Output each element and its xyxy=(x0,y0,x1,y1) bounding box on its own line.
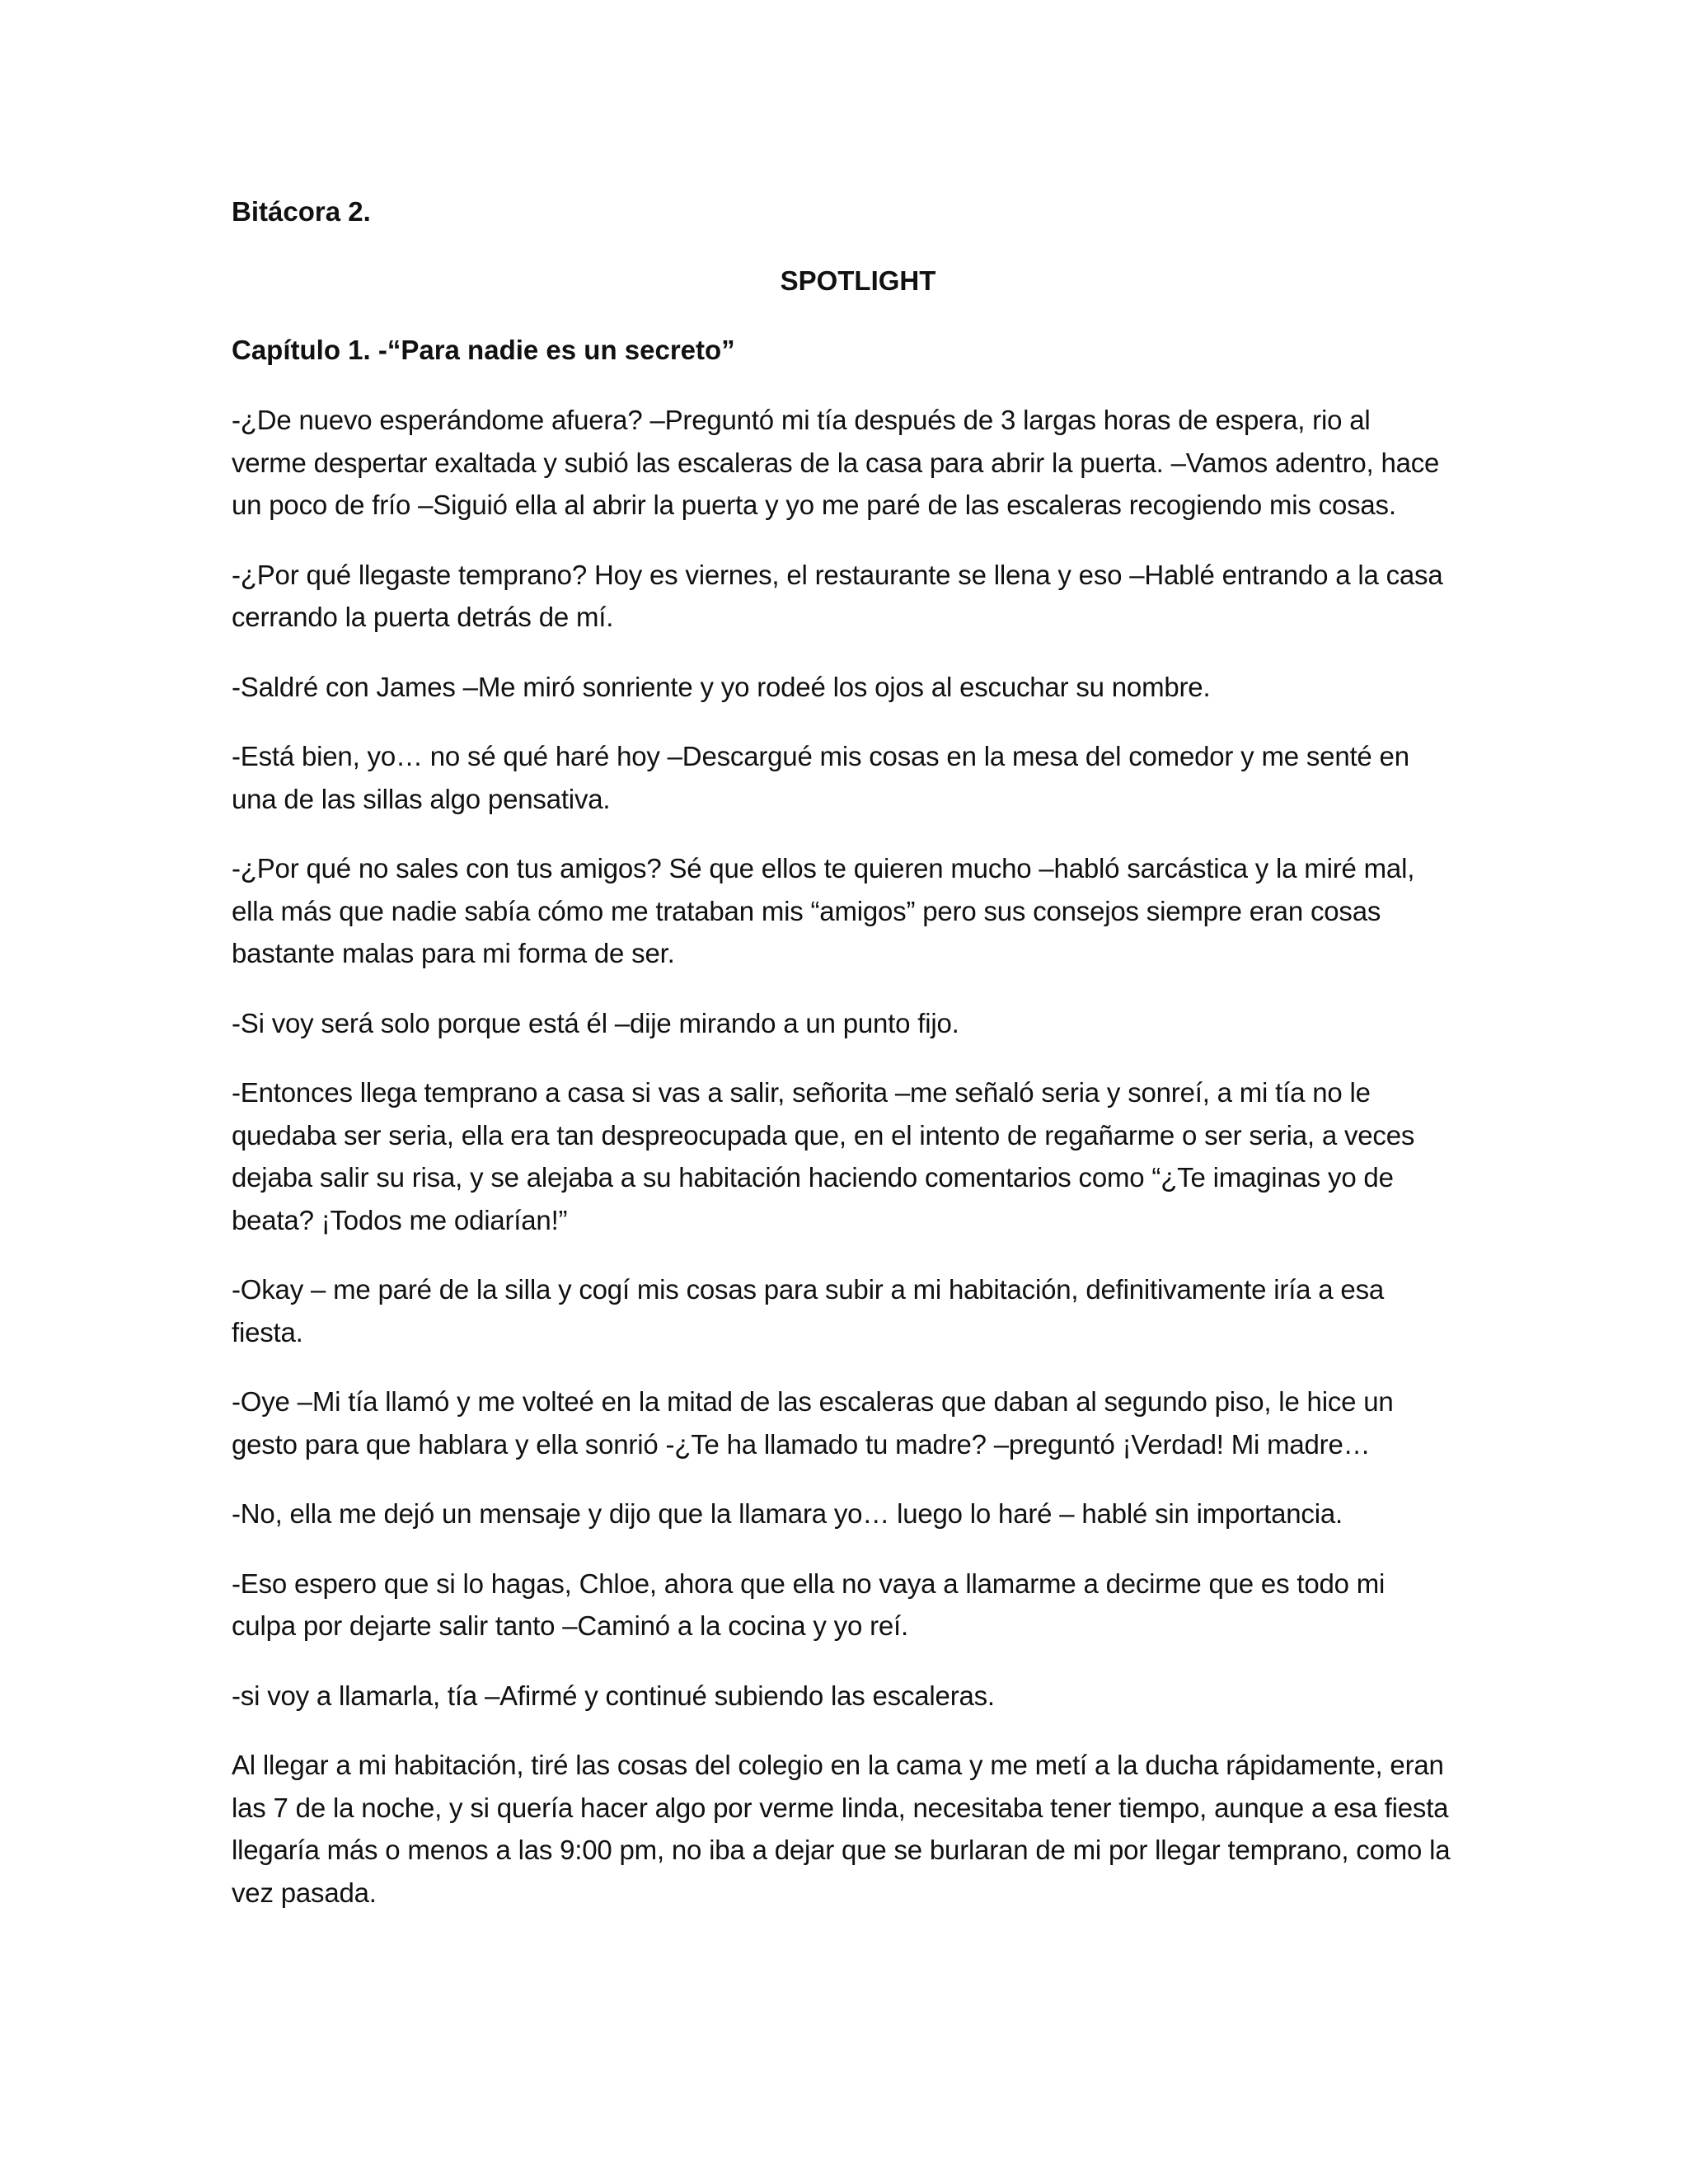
paragraph: -Entonces llega temprano a casa si vas a salir, señorita –me señaló seria y sonreí, a mi tía no le quedaba ser seria, ella era tan despreocupada que, en el intento de regañarme o ser seria, a veces dejaba salir su risa, y se alejaba a su habitación haciendo comentarios como “¿Te imaginas yo de beata? ¡Todos me odiarían!” xyxy=(232,1077,1415,1235)
chapter-title: Capítulo 1. -“Para nadie es un secreto” xyxy=(232,335,735,365)
document-title: SPOTLIGHT xyxy=(780,265,936,296)
paragraph: Al llegar a mi habitación, tiré las cosas del colegio en la cama y me metí a la ducha rápidamente, eran las 7 de la noche, y si quería hacer algo por verme linda, necesitaba tener tiempo, aunque a esa fiesta llegaría más o menos a las 9:00 pm, no iba a dejar que se burlaran de mi por llegar temprano, como la vez pasada. xyxy=(232,1750,1451,1908)
document-body xyxy=(232,191,1451,1941)
paragraph: -No, ella me dejó un mensaje y dijo que la llamara yo… luego lo haré – hablé sin importancia. xyxy=(232,1498,1343,1529)
paragraph: -¿Por qué llegaste temprano? Hoy es viernes, el restaurante se llena y eso –Hablé entrando a la casa cerrando la puerta detrás de mí. xyxy=(232,559,1443,632)
paragraph: -Eso espero que si lo hagas, Chloe, ahora que ella no vaya a llamarme a decirme que es todo mi culpa por dejarte salir tanto –Caminó a la cocina y yo reí. xyxy=(232,1568,1386,1641)
paragraph: -Oye –Mi tía llamó y me volteé en la mitad de las escaleras que daban al segundo piso, le hice un gesto para que hablara y ella sonrió -¿Te ha llamado tu madre? –preguntó ¡Verdad! Mi madre… xyxy=(232,1386,1394,1460)
paragraph: -Si voy será solo porque está él –dije mirando a un punto fijo. xyxy=(232,1007,959,1038)
log-title: Bitácora 2. xyxy=(232,196,371,227)
paragraph: -¿Por qué no sales con tus amigos? Sé que ellos te quieren mucho –habló sarcástica y la miré mal, ella más que nadie sabía cómo me trataban mis “amigos” pero sus consejos siempre eran cosas bastante malas para mi forma de ser. xyxy=(232,853,1415,968)
paragraph: -¿De nuevo esperándome afuera? –Preguntó mi tía después de 3 largas horas de espera, rio al verme despertar exaltada y subió las escaleras de la casa para abrir la puerta. –Vamos adentro, hace un poco de frío –Siguió ella al abrir la puerta y yo me paré de las escaleras recogiendo mis cosas. xyxy=(232,405,1440,520)
paragraph: -si voy a llamarla, tía –Afirmé y continué subiendo las escaleras. xyxy=(232,1680,995,1711)
paragraph: -Saldré con James –Me miró sonriente y yo rodeé los ojos al escuchar su nombre. xyxy=(232,671,1211,702)
paragraph: -Está bien, yo… no sé qué haré hoy –Descargué mis cosas en la mesa del comedor y me senté en una de las sillas algo pensativa. xyxy=(232,741,1409,814)
paragraph: -Okay – me paré de la silla y cogí mis cosas para subir a mi habitación, definitivamente iría a esa fiesta. xyxy=(232,1274,1385,1347)
